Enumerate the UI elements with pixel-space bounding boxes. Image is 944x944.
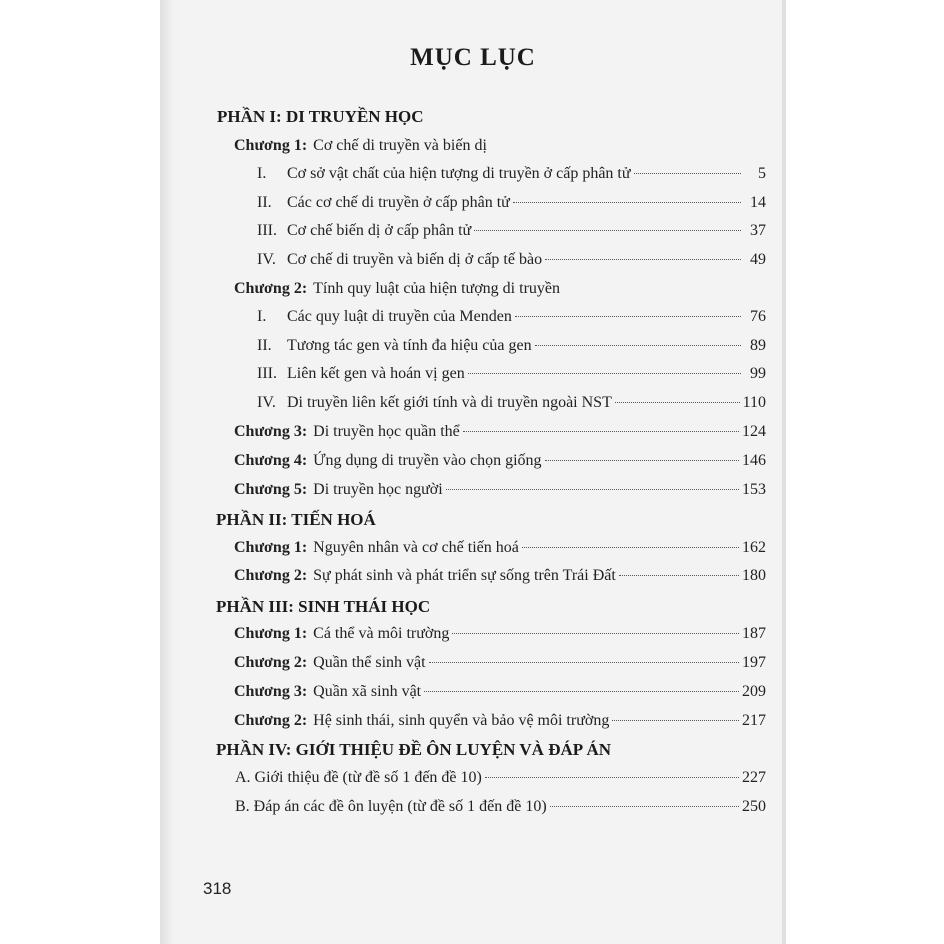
dot-leader [429,662,739,663]
chapter-title: Cơ chế di truyền và biến dị [313,137,487,154]
toc-entry[interactable] [257,165,766,187]
toc-entry[interactable] [257,194,766,216]
toc-entry[interactable] [234,625,766,647]
chapter-label: Chương 1: [234,539,308,556]
chapter-label: Chương 2: [234,280,308,297]
section-number: III. [257,222,277,239]
dot-leader [485,777,739,778]
page-ref: 227 [742,769,766,786]
page-ref: 146 [742,452,766,469]
page-ref: 37 [750,222,766,239]
chapter-title: Sự phát sinh và phát triển sự sống trên Trái Đất [313,567,616,584]
dot-leader [513,202,741,203]
page-ref: 197 [742,654,766,671]
section-title: Tương tác gen và tính đa hiệu của gen [287,337,532,354]
page-ref: 153 [742,481,766,498]
page-ref: 217 [742,712,766,729]
page-title: MỤC LỤC [410,44,536,71]
page-edge [782,0,786,944]
section-number: IV. [257,251,276,268]
dot-leader [535,345,741,346]
section-title: Di truyền liên kết giới tính và di truyền ngoài NST [287,394,612,411]
section-title: Các cơ chế di truyền ở cấp phân tử [287,194,510,211]
part-heading-4: PHẦN IV: GIỚI THIỆU ĐỀ ÔN LUYỆN VÀ ĐÁP ÁN [216,740,611,759]
chapter-heading [234,137,487,155]
section-title: Cơ sở vật chất của hiện tượng di truyền ở cấp phân tử [287,165,631,182]
chapter-title: Cá thể và môi trường [313,625,450,642]
chapter-heading [234,280,560,298]
page-ref: 99 [750,365,766,382]
chapter-label: Chương 3: [234,683,308,700]
chapter-label: Chương 4: [234,452,308,469]
chapter-title: Hệ sinh thái, sinh quyển và bảo vệ môi trường [313,712,610,729]
toc-entry[interactable] [234,481,766,503]
dot-leader [615,402,740,403]
chapter-title: Di truyền học người [313,481,443,498]
part-heading-1: PHẦN I: DI TRUYỀN HỌC [217,107,424,126]
part-heading-2: PHẦN II: TIẾN HOÁ [216,510,376,529]
dot-leader [446,489,739,490]
toc-entry[interactable] [257,337,766,359]
toc-entry[interactable] [234,423,766,445]
item-title: A. Giới thiệu đề (từ đề số 1 đến đề 10) [235,769,482,786]
toc-entry[interactable] [234,654,766,676]
dot-leader [550,806,739,807]
dot-leader [545,259,741,260]
dot-leader [468,373,741,374]
page-ref: 187 [742,625,766,642]
dot-leader [515,316,741,317]
section-title: Các quy luật di truyền của Menden [287,308,512,325]
chapter-title: Quần xã sinh vật [313,683,422,700]
page-ref: 14 [750,194,766,211]
toc-entry[interactable] [235,769,766,791]
chapter-label: Chương 2: [234,654,308,671]
chapter-label: Chương 1: [234,625,308,642]
toc-entry[interactable] [257,394,766,416]
dot-leader [634,173,741,174]
dot-leader [619,575,739,576]
dot-leader [545,460,739,461]
chapter-label: Chương 2: [234,712,308,729]
dot-leader [612,720,739,721]
page-ref: 180 [742,567,766,584]
chapter-title: Ứng dụng di truyền vào chọn giống [313,452,542,469]
page-ref: 5 [758,165,766,182]
page-ref: 76 [750,308,766,325]
section-number: I. [257,165,267,182]
toc-entry[interactable] [257,365,766,387]
dot-leader [452,633,739,634]
toc-entry[interactable] [234,452,766,474]
chapter-label: Chương 2: [234,567,308,584]
toc-entry[interactable] [257,308,766,330]
page-ref: 162 [742,539,766,556]
chapter-title: Di truyền học quần thể [313,423,460,440]
chapter-label: Chương 1: [234,137,308,154]
dot-leader [522,547,739,548]
section-title: Cơ chế biến dị ở cấp phân tử [287,222,472,239]
chapter-title: Tính quy luật của hiện tượng di truyền [313,280,560,297]
section-number: II. [257,194,272,211]
section-number: II. [257,337,272,354]
chapter-title: Nguyên nhân và cơ chế tiến hoá [313,539,519,556]
page-gutter-shadow [160,0,174,944]
chapter-label: Chương 5: [234,481,308,498]
dot-leader [424,691,739,692]
toc-entry[interactable] [257,222,766,244]
chapter-title: Quần thể sinh vật [313,654,426,671]
dot-leader [463,431,739,432]
toc-entry[interactable] [234,683,766,705]
page-ref: 250 [742,798,766,815]
section-number: IV. [257,394,276,411]
toc-entry[interactable] [234,567,766,589]
section-number: I. [257,308,267,325]
section-title: Cơ chế di truyền và biến dị ở cấp tế bào [287,251,543,268]
section-number: III. [257,365,277,382]
section-title: Liên kết gen và hoán vị gen [287,365,465,382]
page-ref: 124 [742,423,766,440]
item-title: B. Đáp án các đề ôn luyện (từ đề số 1 đến đề 10) [235,798,547,815]
page-ref: 209 [742,683,766,700]
toc-entry[interactable] [257,251,766,273]
chapter-label: Chương 3: [234,423,308,440]
page-ref: 89 [750,337,766,354]
toc-entry[interactable] [234,712,766,734]
page-ref: 49 [750,251,766,268]
toc-entry[interactable] [234,539,766,561]
page-number: 318 [203,879,232,898]
page-ref: 110 [742,394,766,411]
dot-leader [474,230,741,231]
part-heading-3: PHẦN III: SINH THÁI HỌC [216,597,431,616]
toc-entry[interactable] [235,798,766,820]
